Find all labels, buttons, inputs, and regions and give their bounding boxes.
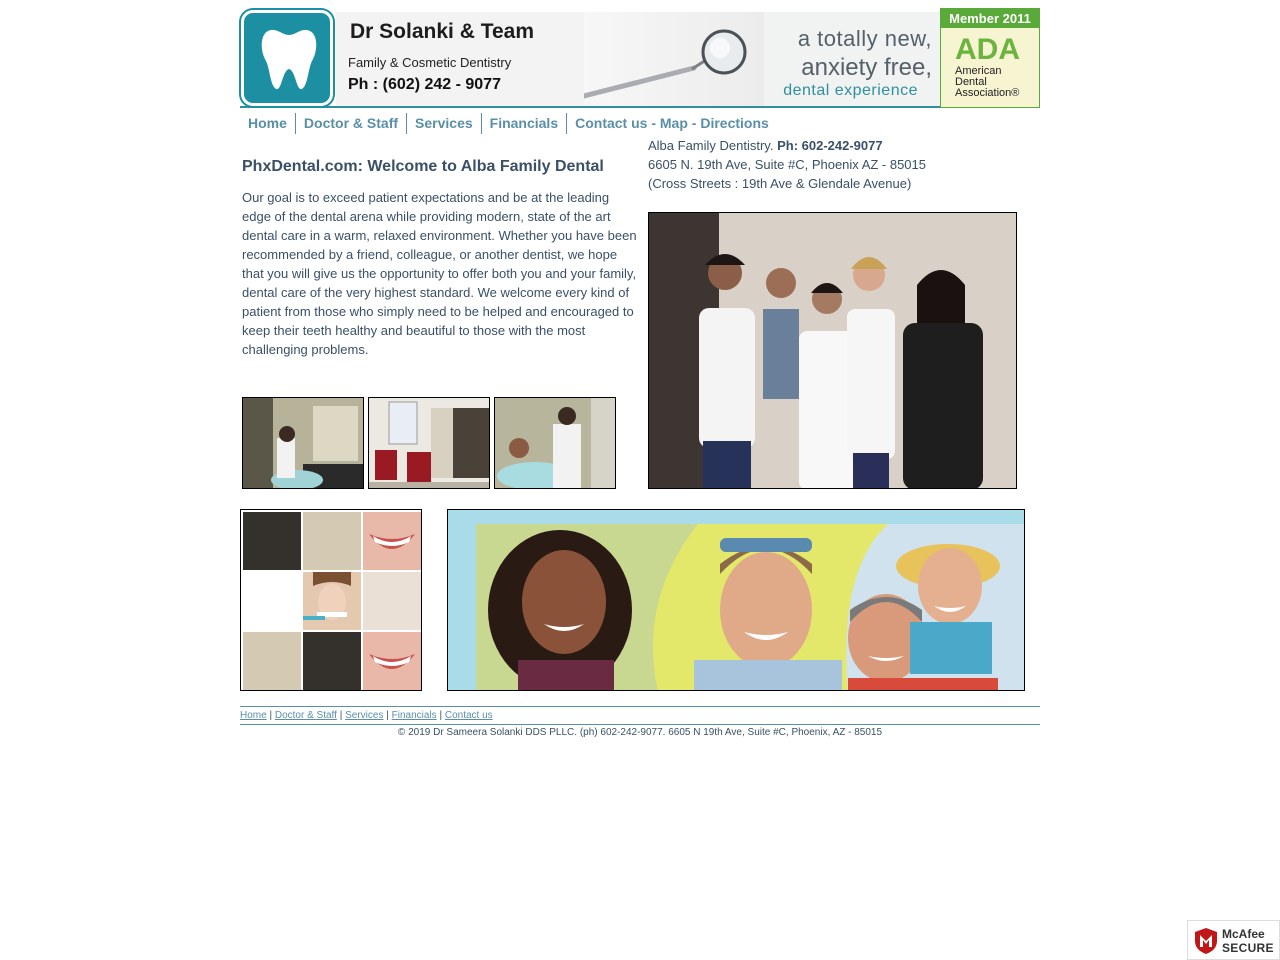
- team-photo: [648, 212, 1017, 489]
- ada-logo: ADA: [955, 33, 1020, 66]
- practice-phone: Ph : (602) 242 - 9077: [348, 76, 501, 93]
- nav-link-doctor-staff[interactable]: Doctor & Staff: [296, 113, 407, 134]
- ada-member-badge: [940, 8, 1040, 108]
- ada-name: American Dental Association®: [955, 65, 1020, 99]
- mosaic-cell: [243, 632, 301, 690]
- smiling-people-banner: [447, 509, 1025, 691]
- mosaic-cell-smile: [363, 512, 421, 570]
- page-heading: PhxDental.com: Welcome to Alba Family Dental: [242, 158, 604, 175]
- footer-separator: |: [439, 710, 445, 721]
- tagline-panel: [764, 12, 940, 106]
- mosaic-cell-smile: [363, 632, 421, 690]
- practice-name-panel: [336, 12, 584, 106]
- nav-link-contact[interactable]: Contact us - Map - Directions: [575, 115, 769, 131]
- practice-title: Dr Solanki & Team: [350, 20, 534, 43]
- footer-separator: |: [386, 710, 392, 721]
- tagline-line-3: dental experience: [783, 82, 918, 99]
- mosaic-cell-brushing: [303, 572, 361, 630]
- tooth-icon: [258, 27, 320, 93]
- office-photo-patient: [494, 397, 616, 489]
- dental-mirror-image: [584, 12, 764, 106]
- nav-link-financials[interactable]: Financials: [482, 113, 567, 134]
- mosaic-cell: [303, 632, 361, 690]
- header-banner: [240, 8, 1040, 108]
- smile-mosaic-image: [240, 509, 422, 691]
- nav-link-home[interactable]: Home: [240, 113, 296, 134]
- tagline-line-1: a totally new,: [797, 26, 932, 51]
- mosaic-cell: [243, 512, 301, 570]
- main-nav: [240, 113, 777, 134]
- intro-paragraph: Our goal is to exceed patient expectations and be at the leading edge of the dental arena while providing modern, state of the art dental care in a warm, relaxed environment. Whether you have been recommended by a friend, colleague, or another dentist, we hope that you will give us the opportunity to offer both you and your family, dental care of the very highest standard. We welcome every kind of patient from those who simply need to be helped and encouraged to keep their teeth healthy and beautiful to those with the most challenging problems.: [242, 190, 637, 357]
- contact-line-1: [648, 136, 926, 155]
- footer-separator: |: [339, 710, 346, 721]
- footer-link-home[interactable]: Home: [240, 710, 267, 721]
- tagline-line-2: anxiety free,: [801, 54, 932, 81]
- contact-phone: Ph: 602-242-9077: [777, 138, 883, 153]
- office-photo-dentist: [242, 397, 364, 489]
- footer-link-services[interactable]: Services: [345, 710, 384, 721]
- mcafee-secure-badge[interactable]: [1187, 920, 1280, 960]
- shield-icon: [1194, 927, 1218, 955]
- footer-separator: |: [269, 710, 275, 721]
- ada-member-label: Member 2011: [941, 9, 1039, 28]
- practice-name-text: Alba Family Dentistry.: [648, 138, 778, 153]
- mcafee-label: McAfee: [1222, 927, 1265, 941]
- footer-copyright: © 2019 Dr Sameera Solanki DDS PLLC. (ph) 602-242-9077. 6605 N 19th Ave, Suite #C, Phoenix, AZ - 85015: [240, 724, 1040, 738]
- footer-link-contact[interactable]: Contact us: [444, 710, 493, 721]
- footer-link-financials[interactable]: Financials: [391, 710, 437, 721]
- dental-mirror-icon: [584, 12, 764, 106]
- mosaic-cell: [243, 572, 301, 630]
- footer-links: [240, 706, 1040, 721]
- footer-link-doctor-staff[interactable]: Doctor & Staff: [274, 710, 337, 721]
- nav-link-services[interactable]: Services: [407, 113, 482, 134]
- secure-label: SECURE: [1222, 941, 1274, 955]
- contact-address: 6605 N. 19th Ave, Suite #C, Phoenix AZ - 85015: [648, 157, 927, 172]
- mosaic-cell: [303, 512, 361, 570]
- contact-info: [648, 136, 926, 193]
- office-photo-waiting-room: [368, 397, 490, 489]
- contact-cross-streets: (Cross Streets : 19th Ave & Glendale Avenue): [648, 176, 912, 191]
- mosaic-cell: [363, 572, 421, 630]
- practice-subtitle: Family & Cosmetic Dentistry: [348, 55, 512, 70]
- tooth-logo: [241, 10, 333, 106]
